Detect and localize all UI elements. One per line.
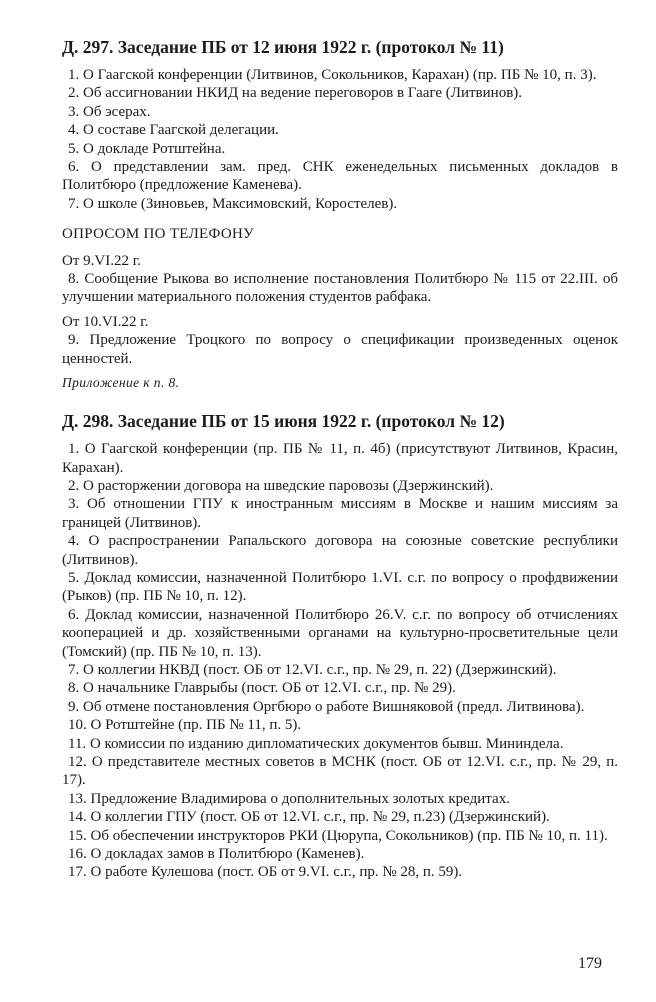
list-item: 2. Об ассигновании НКИД на ведение переговоров в Гааге (Литвинов). <box>68 85 523 102</box>
list-item: 3. Об отношении ГПУ к иностранным миссиям в Москве и нашим миссиям за границей (Литвинов). <box>62 496 618 531</box>
list-item: 5. Доклад комиссии, назначенной Политбюро 1.VI. с.г. по вопросу о профдвижении (Рыков) (пр. ПБ № 10, п. 12). <box>62 569 618 605</box>
list-item: 14. О коллегии ГПУ (пост. ОБ от 12.VI. с.г., пр. № 29, п.23) (Дзержинский). <box>68 809 550 826</box>
list-item: 8. О начальнике Главрыбы (пост. ОБ от 12.VI. с.г., пр. № 29). <box>68 680 456 697</box>
page-number: 179 <box>578 955 602 972</box>
section-297 <box>62 36 618 392</box>
list-item: 12. О представителе местных советов в МСНК (пост. ОБ от 12.VI. с.г., пр. № 29, п. 17). <box>62 754 618 789</box>
subheading: ОПРОСОМ ПО ТЕЛЕФОНУ <box>62 226 255 243</box>
date-label: От 10.VI.22 г. <box>62 313 149 330</box>
list-item: 4. О составе Гаагской делегации. <box>68 122 279 139</box>
list-item: 11. О комиссии по изданию дипломатических документов бывш. Мининдела. <box>68 735 564 752</box>
list-item: 6. О представлении зам. пред. СНК еженедельных письменных докладов в Политбюро (предложение Каменева). <box>62 159 618 194</box>
list-item: 8. Сообщение Рыкова во исполнение постановления Политбюро № 115 от 22.III. об улучшении материального положения студентов рабфака. <box>62 271 618 306</box>
section-title: Д. 298. Заседание ПБ от 15 июня 1922 г. (протокол № 12) <box>62 411 505 432</box>
date-label: От 9.VI.22 г. <box>62 252 141 269</box>
list-item: 13. Предложение Владимирова о дополнительных золотых кредитах. <box>68 790 510 807</box>
document-page <box>62 36 618 882</box>
list-item: 16. О докладах замов в Политбюро (Каменев). <box>68 846 365 863</box>
list-item: 4. О распространении Рапальского договора на союзные советские республики (Литвинов). <box>62 533 618 568</box>
section-title: Д. 297. Заседание ПБ от 12 июня 1922 г. (протокол № 11) <box>62 37 504 57</box>
list-item: 6. Доклад комиссии, назначенной Политбюро 26.V. с.г. по вопросу об отчислениях кооперацией и др. хозяйственными органами на культурно-просветительные цели (Томский) (пр. ПБ № 10, п. 13). <box>62 606 618 660</box>
list-item: 10. О Ротштейне (пр. ПБ № 11, п. 5). <box>68 717 302 734</box>
list-item: 5. О докладе Ротштейна. <box>68 140 226 157</box>
list-item: 7. О коллегии НКВД (пост. ОБ от 12.VI. с.г., пр. № 29, п. 22) (Дзержинский). <box>68 661 557 678</box>
list-item: 3. Об эсерах. <box>68 103 151 120</box>
section-298 <box>62 410 618 882</box>
list-item: 1. О Гаагской конференции (Литвинов, Сокольников, Карахан) (пр. ПБ № 10, п. 3). <box>68 67 597 83</box>
list-item: 15. Об обеспечении инструкторов РКИ (Цюрупа, Сокольников) (пр. ПБ № 10, п. 11). <box>68 827 608 844</box>
list-item: 9. Предложение Троцкого по вопросу о спецификации произведенных оценок ценностей. <box>62 332 618 367</box>
list-item: 9. Об отмене постановления Оргбюро о работе Вишняковой (предл. Литвинова). <box>68 698 585 715</box>
appendix-note: Приложение к п. 8. <box>62 375 180 391</box>
list-item: 1. О Гаагской конференции (пр. ПБ № 11, п. 4б) (присутствуют Литвинов, Красин, Карахан). <box>62 441 618 476</box>
list-item: 7. О школе (Зиновьев, Максимовский, Коростелев). <box>68 195 398 212</box>
list-item: 2. О расторжении договора на шведские паровозы (Дзержинский). <box>68 477 494 494</box>
list-item: 17. О работе Кулешова (пост. ОБ от 9.VI. с.г., пр. № 28, п. 59). <box>68 864 463 881</box>
